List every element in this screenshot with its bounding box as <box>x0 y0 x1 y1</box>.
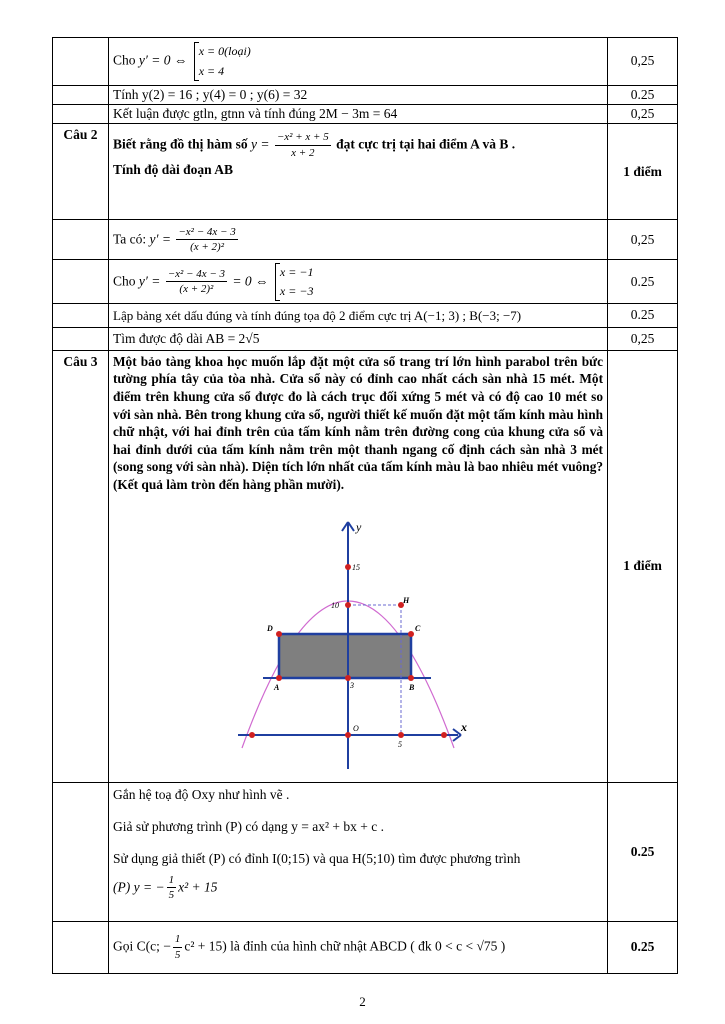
score-cell: 0,25 <box>608 38 678 86</box>
content-cell: Kết luận được gtln, gtnn và tính đúng 2M − 3m = 64 <box>109 105 608 124</box>
text: Ta có: <box>113 231 147 247</box>
numerator: 1 <box>173 932 183 948</box>
label-C: C <box>415 623 421 633</box>
equation: y′ = <box>149 231 171 247</box>
content-cell <box>109 921 608 973</box>
label-A: A <box>274 682 280 692</box>
point-vertex <box>345 564 351 570</box>
text-line: Giả sử phương trình (P) có dạng y = ax² + bx + c . <box>113 819 384 835</box>
equation: (P) y = − <box>113 878 165 894</box>
text: Tính độ dài đoạn AB <box>113 162 234 178</box>
table-row <box>53 350 678 782</box>
glass-rectangle <box>279 634 411 678</box>
table-row <box>53 38 678 86</box>
text: c² + 15) là đỉnh của hình chữ nhật ABCD ( đk 0 < c < √75 ) <box>184 938 506 954</box>
case-line: x = 4 <box>198 63 225 78</box>
denominator: 5 <box>168 889 175 902</box>
fraction <box>167 873 177 904</box>
case-system <box>275 263 314 301</box>
content-cell <box>109 782 608 921</box>
fraction <box>275 130 331 161</box>
case-line: x = 0(loại) <box>198 44 251 59</box>
table-row <box>53 86 678 105</box>
origin-label: O <box>353 723 359 733</box>
score-cell: 0,25 <box>608 220 678 260</box>
question-label: Câu 3 <box>53 350 109 782</box>
fraction <box>173 932 183 963</box>
question-cell <box>53 86 109 105</box>
question-cell <box>53 327 109 350</box>
label-H: H <box>403 595 410 605</box>
score-cell: 0.25 <box>608 921 678 973</box>
score-cell: 1 điểm <box>608 124 678 220</box>
denominator: (x + 2)² <box>179 283 214 296</box>
point-D <box>276 631 282 637</box>
equation: y = <box>251 136 270 152</box>
text-line: Gắn hệ toạ độ Oxy như hình vẽ . <box>113 786 290 802</box>
case-line: x = −1 <box>279 264 314 279</box>
content-cell: Tìm được độ dài AB = 2√5 <box>109 327 608 350</box>
question-label: Câu 2 <box>53 124 109 220</box>
content-cell: Lập bảng xét dấu đúng và tính đúng tọa độ 2 điểm cực trị A(−1; 3) ; B(−3; −7) <box>109 304 608 327</box>
denominator: 5 <box>174 948 181 961</box>
table-row <box>53 304 678 327</box>
numerator: −x² + x + 5 <box>275 130 331 146</box>
question-cell <box>53 782 109 921</box>
table-row <box>53 220 678 260</box>
equation: y′ = <box>138 273 161 289</box>
table-row <box>53 782 678 921</box>
content-cell: Tính y(2) = 16 ; y(4) = 0 ; y(6) = 32 <box>109 86 608 105</box>
table-row <box>53 105 678 124</box>
question-cell <box>53 220 109 260</box>
question-cell <box>53 304 109 327</box>
score-cell: 0.25 <box>608 260 678 304</box>
content-cell <box>109 260 608 304</box>
equation: x² + 15 <box>178 878 218 894</box>
equation: y′ = 0 ⇔ <box>138 52 188 68</box>
page-number: 2 <box>359 994 366 1009</box>
point-left-root <box>249 732 255 738</box>
answer-table <box>52 37 678 974</box>
denominator: x + 2 <box>291 147 315 160</box>
case-line: x = −3 <box>279 283 314 298</box>
question-cell <box>53 260 109 304</box>
point-right-root <box>441 732 447 738</box>
y-axis-label: y <box>356 519 362 534</box>
score-cell: 0.25 <box>608 304 678 327</box>
equation: = 0 ⇔ <box>232 273 269 289</box>
text: Biết rằng đồ thị hàm số <box>113 136 248 152</box>
point-A <box>276 675 282 681</box>
content-cell <box>109 38 608 86</box>
label-D: D <box>267 623 273 633</box>
question-cell <box>53 105 109 124</box>
content-cell <box>109 220 608 260</box>
tick-10: 10 <box>331 600 339 610</box>
score-cell: 0,25 <box>608 105 678 124</box>
text: Cho <box>113 52 136 68</box>
question-cell <box>53 921 109 973</box>
numerator: −x² − 4x − 3 <box>166 267 227 283</box>
numerator: −x² − 4x − 3 <box>176 225 237 241</box>
score-cell: 1 điểm <box>608 350 678 782</box>
label-B: B <box>409 682 415 692</box>
text: Cho <box>113 273 136 289</box>
table-row <box>53 921 678 973</box>
numerator: 1 <box>167 873 177 889</box>
tick-3: 3 <box>350 680 354 690</box>
point-10 <box>345 602 351 608</box>
question-text <box>109 124 608 220</box>
text: Gọi C(c; − <box>113 938 171 954</box>
point-B <box>408 675 414 681</box>
point-5 <box>398 732 404 738</box>
fraction <box>166 267 227 298</box>
tick-5: 5 <box>398 739 402 749</box>
score-cell: 0,25 <box>608 327 678 350</box>
tick-15: 15 <box>352 562 360 572</box>
denominator: (x + 2)² <box>190 241 224 254</box>
case-system <box>194 42 251 80</box>
table-row <box>53 260 678 304</box>
table-row <box>53 327 678 350</box>
question-content <box>109 350 608 782</box>
fraction <box>176 225 237 256</box>
question-cell <box>53 38 109 86</box>
question-text: Một bảo tàng khoa học muốn lắp đặt một cửa sổ trang trí lớn hình parabol trên bức tường phía tây của tòa nhà. Cửa sổ này có đỉnh cao nhất cách sàn nhà 15 mét. Một điểm trên khung cửa sổ được đo là cách trục đối xứng 5 mét và có độ cao 10 mét so với sàn nhà. Bên trong khung cửa sổ, người thiết kế muốn đặt một tấm kính màu hình chữ nhật, với hai đỉnh trên của tấm kính nằm trên đường cong của khung cửa sổ và hai đỉnh dưới của tấm kính nằm trên một thanh ngang cố định cách sàn nhà 3 mét (song song với sàn nhà). Diện tích lớn nhất của tấm kính màu là bao nhiêu mét vuông? (Kết quả làm tròn đến hàng phần mười). <box>113 353 603 493</box>
score-cell: 0.25 <box>608 782 678 921</box>
x-axis-label: x <box>461 719 467 734</box>
text: đạt cực trị tại hai điểm A và B . <box>336 136 516 152</box>
table-row <box>53 124 678 220</box>
parabola-figure <box>173 519 473 769</box>
point-origin <box>345 732 351 738</box>
score-cell: 0.25 <box>608 86 678 105</box>
text-line <box>113 873 603 904</box>
text-line: Sử dụng giả thiết (P) có đỉnh I(0;15) và qua H(5;10) tìm được phương trình <box>113 851 521 867</box>
point-C <box>408 631 414 637</box>
